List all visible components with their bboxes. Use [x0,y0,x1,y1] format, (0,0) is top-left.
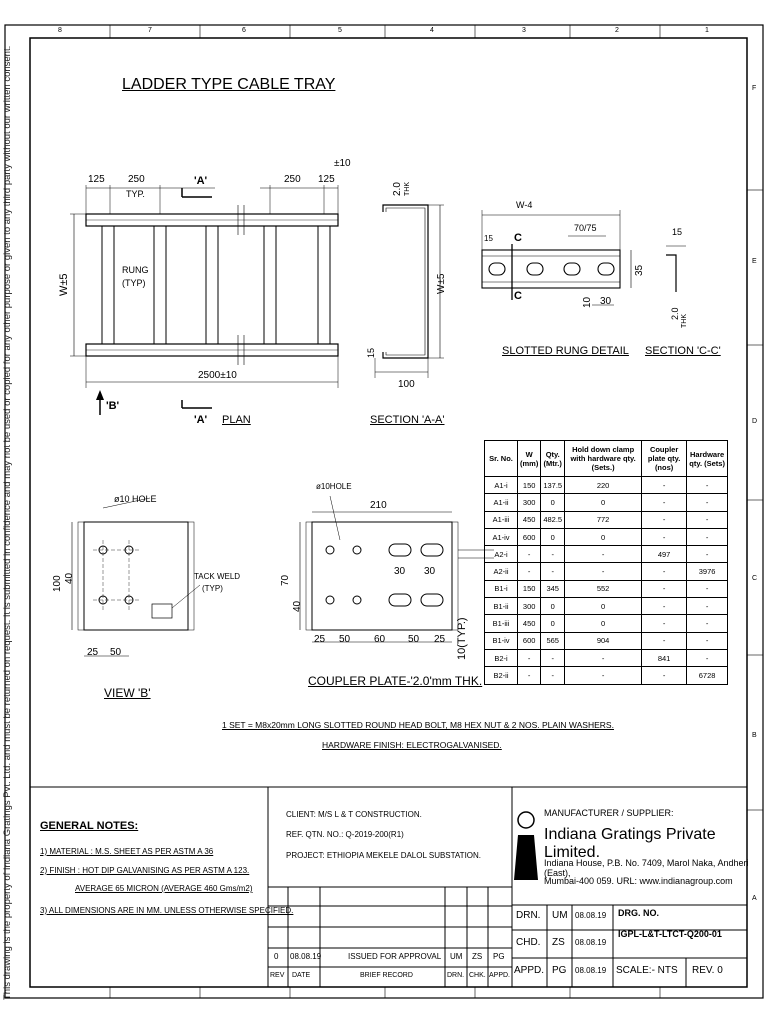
project-name: PROJECT: ETHIOPIA MEKELE DALOL SUBSTATION. [286,851,482,860]
table-cell: - [687,649,728,666]
zone-label: A [752,895,757,902]
dim-label: 125 [318,174,335,185]
table-row [485,667,728,684]
view-b-arrow [96,390,104,400]
view-title: COUPLER PLATE-'2.0'mm THK. [308,674,483,688]
dim-label: 250 [128,174,145,185]
rung-label: (TYP) [122,278,146,288]
table-cell: B2-ii [485,667,518,684]
dim-label: 25 [314,634,326,645]
dim-label: 125 [88,174,105,185]
rev-header: BRIEF RECORD [360,972,413,979]
rev-cell: 08.08.19 [290,952,322,961]
scale: SCALE:- NTS [616,965,678,976]
table-cell: 150 [518,580,541,597]
table-row [485,563,728,580]
zone-label: 3 [522,27,526,34]
table-cell: - [541,649,565,666]
column-header: Hardware qty. (Sets) [687,441,728,477]
dim-label: 30 [424,566,436,577]
table-cell: B1-iv [485,632,518,649]
dim-label: 30 [600,296,612,307]
table-cell: - [687,528,728,545]
table-cell: - [642,598,687,615]
dim-label: 10 [582,296,593,308]
schedule-table [484,440,728,685]
zone-label: D [752,418,758,425]
table-cell: - [687,615,728,632]
rev-header: APPD. [489,972,511,979]
table-cell: 3976 [687,563,728,580]
table-cell: - [541,667,565,684]
dim-label: ±10 [334,158,351,169]
table-cell: 0 [541,598,565,615]
zone-label: 1 [705,27,709,34]
dim-label: 2.0 [392,182,403,196]
table-cell: - [642,667,687,684]
hole-label: ø10HOLE [316,482,352,491]
dim-label: 25 [434,634,446,645]
table-row [485,598,728,615]
dim-label: 70/75 [574,223,597,233]
zone-label: C [752,575,758,582]
dim-label: 50 [110,647,122,658]
dim-label: THK [681,314,688,328]
table-cell: 0 [565,494,642,511]
table-cell: 497 [642,546,687,563]
revision-no: REV. 0 [692,965,723,976]
manufacturer-address: Indiana House, P.B. No. 7409, Marol Naka, Andheri (East), [544,858,749,878]
table-cell: 150 [518,477,541,494]
column-header: Hold down clamp with hardware qty. (Sets.) [565,441,642,477]
rung-label: RUNG [122,265,149,275]
dim-label: TYP. [126,189,145,199]
dim-label: 10(TYP.) [456,617,468,660]
view-title: VIEW 'B' [104,686,151,700]
table-cell: 0 [565,598,642,615]
view-marker: 'B' [106,400,120,412]
drn-date: 08.08.19 [575,911,607,920]
table-cell: 482.5 [541,511,565,528]
table-row [485,580,728,597]
table-cell: A1-iv [485,528,518,545]
dim-label: 40 [64,572,75,584]
drawing-number: IGPL-L&T-LTCT-Q200-01 [618,929,722,939]
dim-label: 60 [374,634,386,645]
table-cell: - [518,563,541,580]
quotation-ref: REF. QTN. NO.: Q-2019-200(R1) [286,830,404,839]
table-cell: - [541,563,565,580]
table-cell: - [687,546,728,563]
rev-cell: ZS [472,952,483,961]
table-cell: - [642,632,687,649]
rev-cell: ISSUED FOR APPROVAL [348,952,442,961]
table-cell: 0 [541,494,565,511]
chk-initials: ZS [552,937,565,948]
dim-label: 50 [339,634,351,645]
table-cell: - [642,580,687,597]
table-cell: - [642,511,687,528]
table-row [485,546,728,563]
drn-label: DRN. [516,910,541,921]
table-cell: - [642,477,687,494]
table-cell: - [565,667,642,684]
general-notes-title: GENERAL NOTES: [40,820,139,832]
chk-label: CHD. [516,937,541,948]
table-row [485,511,728,528]
table-cell: - [518,667,541,684]
table-row [485,632,728,649]
table-cell: A1-i [485,477,518,494]
table-row [485,528,728,545]
table-row [485,477,728,494]
zone-label: 8 [58,27,62,34]
table-cell: - [642,563,687,580]
table-cell: B1-i [485,580,518,597]
hardware-finish-note: HARDWARE FINISH: ELECTROGALVANISED. [322,740,502,750]
table-cell: - [687,632,728,649]
hole-label: ø10 HOLE [114,494,157,504]
table-cell: 0 [541,528,565,545]
appd-initials: PG [552,965,567,976]
dim-label: THK [404,182,411,196]
table-cell: - [687,494,728,511]
table-cell: A2-i [485,546,518,563]
table-cell: 300 [518,494,541,511]
dim-label: 30 [394,566,406,577]
table-cell: 137.5 [541,477,565,494]
dim-label: W±5 [436,273,447,294]
table-cell: - [687,598,728,615]
dim-label: 250 [284,174,301,185]
weld-label: (TYP) [202,584,223,593]
view-b [72,498,200,656]
appd-date: 08.08.19 [575,966,607,975]
rev-header: CHK. [469,972,486,979]
dim-label: 25 [87,647,99,658]
table-cell: - [541,546,565,563]
general-note-item: 2) FINISH : HOT DIP GALVANISING AS PER ASTM A 123. [40,866,250,875]
zone-label: 5 [338,27,342,34]
table-cell: - [642,528,687,545]
table-cell: - [518,649,541,666]
weld-label: TACK WELD [194,572,241,581]
table-row [485,494,728,511]
table-cell: 772 [565,511,642,528]
table-cell: 450 [518,615,541,632]
dim-label: 70 [280,574,291,586]
drn-initials: UM [552,910,568,921]
drawing-title: LADDER TYPE CABLE TRAY [122,76,336,93]
table-cell: 841 [642,649,687,666]
column-header: Sr. No. [485,441,518,477]
dim-label: 40 [292,600,303,612]
section-marker: C [514,232,522,244]
table-row [485,615,728,632]
table-cell: 300 [518,598,541,615]
dim-label: 50 [408,634,420,645]
dim-label: 100 [52,575,63,592]
dim-label: 15 [672,227,683,237]
dim-label: 15 [366,347,376,358]
table-cell: - [642,615,687,632]
table-cell: 0 [541,615,565,632]
section-marker: C [514,290,522,302]
table-cell: - [642,494,687,511]
table-cell: B1-ii [485,598,518,615]
table-cell: - [518,546,541,563]
table-cell: - [565,546,642,563]
zone-label: B [752,732,757,739]
column-header: W (mm) [518,441,541,477]
table-cell: 552 [565,580,642,597]
section-aa [375,205,444,378]
rev-header: REV [270,972,285,979]
zone-label: 2 [615,27,619,34]
view-title: SECTION 'C-C' [645,345,721,357]
dim-label: 210 [370,500,387,511]
drawing-no-label: DRG. NO. [618,908,660,918]
general-note-item: 3) ALL DIMENSIONS ARE IN MM. UNLESS OTHERWISE SPECIFIED. [40,906,294,915]
table-cell: - [565,649,642,666]
manufacturer-label: MANUFACTURER / SUPPLIER: [544,808,674,818]
table-cell: 450 [518,511,541,528]
table-cell: - [565,563,642,580]
table-cell: - [687,511,728,528]
table-cell: 0 [565,528,642,545]
zone-label: 7 [148,27,152,34]
table-cell: A1-ii [485,494,518,511]
hardware-set-note: 1 SET = M8x20mm LONG SLOTTED ROUND HEAD BOLT, M8 HEX NUT & 2 NOS. PLAIN WASHERS. [222,720,614,730]
table-cell: A1-iii [485,511,518,528]
dim-label: W±5 [58,273,70,296]
rev-cell: 0 [274,952,279,961]
table-cell: 565 [541,632,565,649]
rev-cell: PG [493,952,505,961]
table-cell: 345 [541,580,565,597]
client-name: CLIENT: M/S L & T CONSTRUCTION. [286,810,422,819]
zone-label: E [752,258,757,265]
chk-date: 08.08.19 [575,938,607,947]
slotted-rung-detail [482,210,631,305]
table-cell: - [687,477,728,494]
table-cell: 904 [565,632,642,649]
rev-cell: UM [450,952,463,961]
table-cell: A2-ii [485,563,518,580]
view-title: SECTION 'A-A' [370,414,445,426]
manufacturer-name: Indiana Gratings Private Limited. [544,826,716,861]
dim-label: 15 [484,234,493,243]
table-row [485,649,728,666]
appd-label: APPD. [514,965,545,976]
general-note-item: 1) MATERIAL : M.S. SHEET AS PER ASTM A 36 [40,847,214,856]
dim-label: 2500±10 [198,370,237,381]
column-header: Coupler plate qty. (nos) [642,441,687,477]
rev-header: DATE [292,972,311,979]
table-header-row [485,441,728,477]
dim-label: 2.0 [670,307,680,320]
table-cell: B1-iii [485,615,518,632]
zone-label: F [752,85,757,92]
dim-label: W-4 [516,200,533,210]
manufacturer-address: Mumbai-400 059. URL: www.indianagroup.com [544,876,733,886]
confidentiality-side-note: This drawing is the property of Indiana Gratings Pvt. Ltd. and must be returned on request. It is submitted in confidence and may not be used or copied for any other purpose or given to any third party without our written consent. [2,45,13,1000]
zone-label: 4 [430,27,434,34]
section-marker: 'A' [194,414,208,426]
view-title: SLOTTED RUNG DETAIL [502,345,629,357]
table-cell: - [687,580,728,597]
zone-label: 6 [242,27,246,34]
rev-header: DRN. [447,972,465,979]
view-title: PLAN [222,414,251,426]
dim-label: 100 [398,379,415,390]
table-cell: 0 [565,615,642,632]
table-cell: 600 [518,528,541,545]
section-marker: 'A' [194,175,208,187]
table-cell: B2-i [485,649,518,666]
table-cell: 6728 [687,667,728,684]
column-header: Qty. (Mtr.) [541,441,565,477]
indiana-logo [514,812,538,880]
general-note-item: AVERAGE 65 MICRON (AVERAGE 460 Gms/m2) [75,884,253,893]
table-cell: 220 [565,477,642,494]
table-cell: 600 [518,632,541,649]
dim-label: 35 [634,264,645,276]
section-cc [666,246,686,292]
